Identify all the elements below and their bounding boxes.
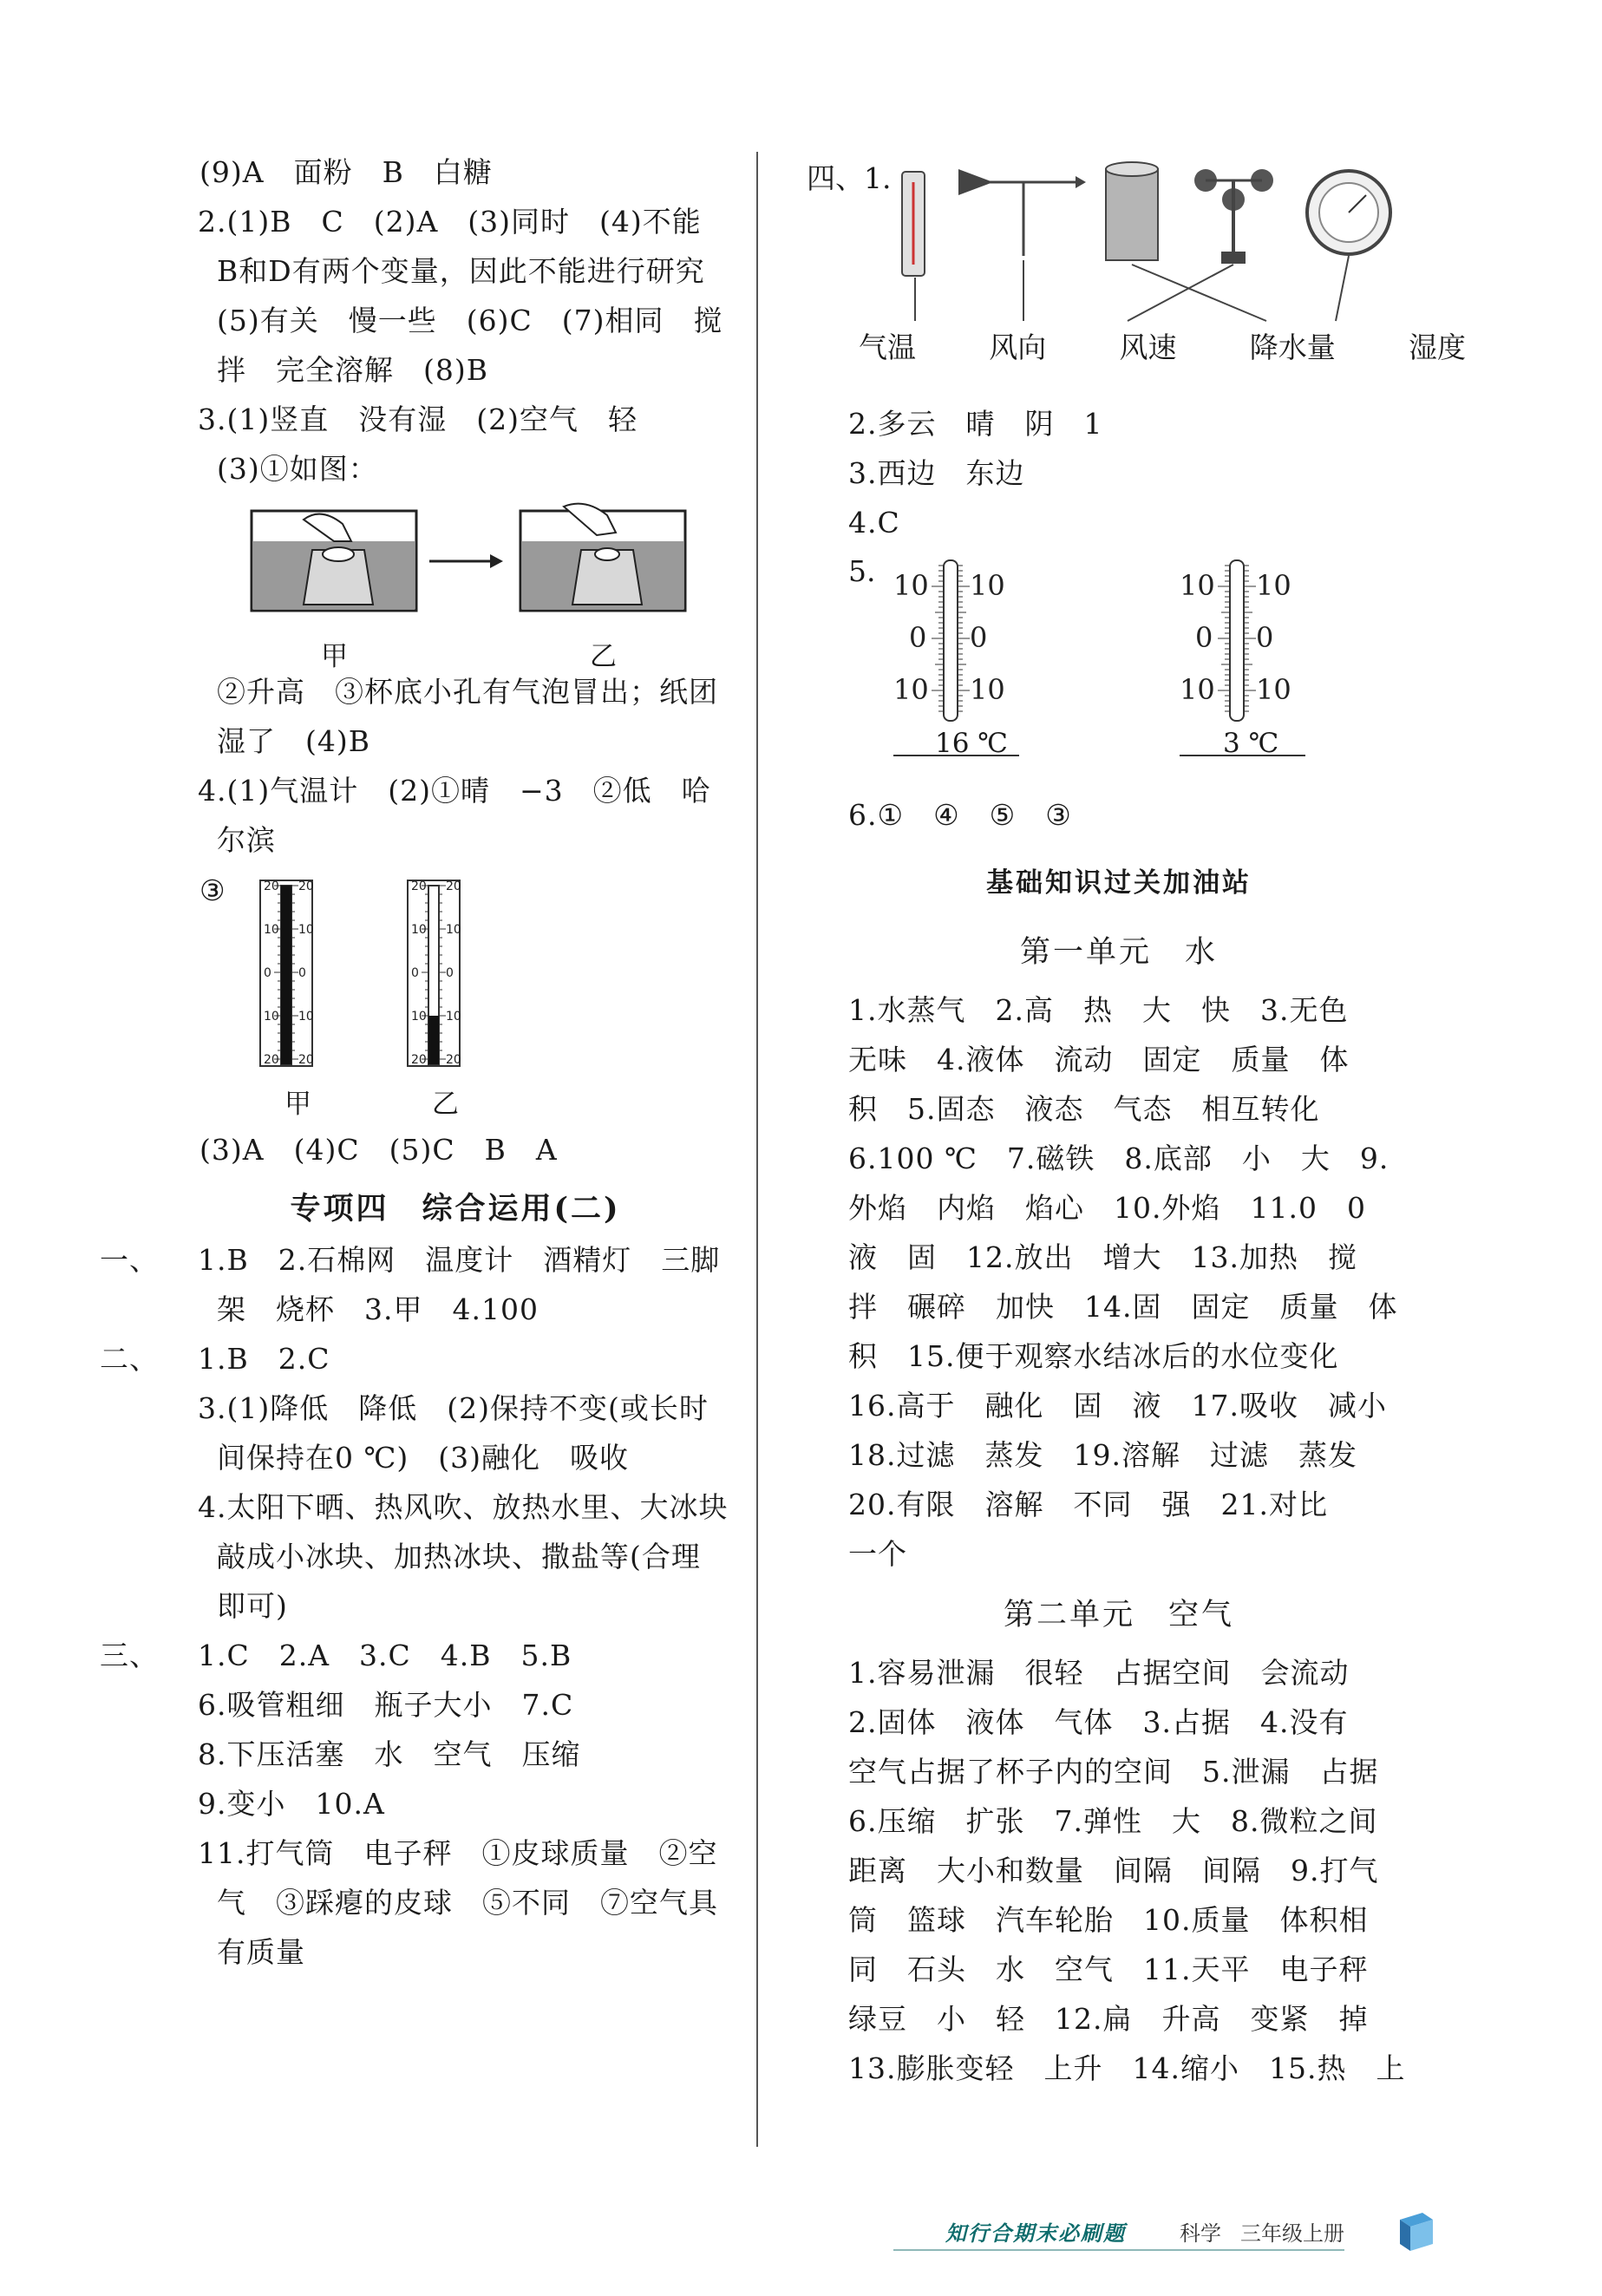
instrument-label: 风速 <box>1119 330 1177 364</box>
cup-experiment-diagram <box>243 502 694 632</box>
thermometer-tick-label: 10 <box>446 1010 461 1024</box>
footer-subject: 科学 <box>1180 2221 1221 2246</box>
answer-line: 三、 1.C 2.A 3.C 4.B 5.B <box>156 1631 755 1680</box>
thermometer-reading-figure <box>807 547 1431 790</box>
thermometer-tick-label: 0 <box>1195 621 1213 654</box>
thermometer-tick-label: 10 <box>970 673 1005 706</box>
figure-caption-yi: 乙 <box>590 641 617 672</box>
answer-line: (9)A 面粉 B 白糖 <box>199 155 493 189</box>
answer-line: 6.压缩 扩张 7.弹性 大 8.微粒之间 <box>848 1804 1378 1838</box>
thermometer-tick-label: 0 <box>970 621 988 654</box>
thermometer-tick-label: 20 <box>411 880 427 893</box>
thermometer-caption-yi: 乙 <box>432 1089 459 1120</box>
unit-heading: 第二单元 空气 <box>1003 1598 1234 1632</box>
answer-line: (3)A (4)C (5)C B A <box>199 1133 558 1167</box>
answer-line: 绿豆 小 轻 12.扁 升高 变紧 掉 <box>848 2002 1369 2036</box>
thermometer-tick-label: 0 <box>298 966 306 980</box>
thermometer-tick-label: 10 <box>298 923 314 937</box>
thermometer-liquid <box>428 1016 439 1064</box>
answer-line: (5)有关 慢一些 (6)C (7)相同 搅 <box>217 304 723 337</box>
section-marker: 三、 <box>100 1639 159 1672</box>
answer-line: 距离 大小和数量 间隔 间隔 9.打气 <box>848 1854 1379 1887</box>
instrument-label: 降水量 <box>1249 330 1336 364</box>
weather-instruments-diagram <box>807 147 1431 356</box>
thermometer-tick-label: 0 <box>446 966 454 980</box>
reading-value: 3 ℃ <box>1223 728 1279 759</box>
answer-line: 空气占据了杯子内的空间 5.泄漏 占据 <box>848 1755 1379 1789</box>
cup-experiment-figure <box>243 494 755 672</box>
answer-line: 积 5.固态 液态 气态 相互转化 <box>848 1092 1320 1126</box>
thermometer-tick-label: 0 <box>264 966 271 980</box>
thermometer-tube <box>1230 560 1244 721</box>
thermometer-liquid <box>281 886 291 1064</box>
book-icon <box>1396 2209 1436 2253</box>
thermometer-tick-label: 10 <box>1256 673 1291 706</box>
answer-line: 敲成小冰块、加热冰块、撒盐等(合理 <box>217 1540 701 1573</box>
thermometer-tick-label: 20 <box>264 880 279 893</box>
circled-three: ③ <box>199 873 226 907</box>
thermometer-tick-label: 10 <box>411 923 427 937</box>
section-heading: 专项四 综合运用(二) <box>290 1191 621 1226</box>
thermometer-tick-label: 10 <box>411 1010 427 1024</box>
answer-line: ②升高 ③杯底小孔有气泡冒出；纸团 <box>217 675 718 709</box>
answer-line: 20.有限 溶解 不同 强 21.对比 <box>848 1488 1328 1521</box>
footer-grade: 三年级上册 <box>1240 2221 1344 2246</box>
thermometer-tick-label: 10 <box>446 923 461 937</box>
answer-line: 6.100 ℃ 7.磁铁 8.底部 小 大 9. <box>848 1141 1389 1175</box>
answer-line: 筒 篮球 汽车轮胎 10.质量 体积相 <box>848 1903 1369 1937</box>
answer-line: 8.下压活塞 水 空气 压缩 <box>198 1737 581 1771</box>
thermometer-tube <box>944 560 958 721</box>
thermometer-pair <box>252 875 564 1083</box>
answer-line: 1.容易泄漏 很轻 占据空间 会流动 <box>848 1656 1350 1690</box>
figure-caption-jia: 甲 <box>321 641 348 672</box>
page-footer <box>893 2208 1440 2260</box>
answer-line: 无味 4.液体 流动 固定 质量 体 <box>848 1043 1350 1076</box>
section-heading: 基础知识过关加油站 <box>986 867 1252 899</box>
thermometer-tick-label: 10 <box>970 569 1005 602</box>
answer-line: 13.膨胀变轻 上升 14.缩小 15.热 上 <box>848 2051 1406 2085</box>
answer-line: 4.太阳下晒、热风吹、放热水里、大冰块 <box>198 1490 729 1524</box>
answer-line: B和D有两个变量，因此不能进行研究 <box>217 254 705 288</box>
section-marker: 四、1. <box>807 161 892 195</box>
thermometer-tick-label: 0 <box>909 621 927 654</box>
thermometer-tick-label: 20 <box>411 1053 427 1067</box>
answer-line: 4.(1)气温计 (2)①晴 −3 ②低 哈 <box>198 774 711 808</box>
answer-line: 9.变小 10.A <box>198 1787 385 1821</box>
thermometer-tick-label: 20 <box>298 880 314 893</box>
answer-line: 18.过滤 蒸发 19.溶解 过滤 蒸发 <box>848 1438 1357 1472</box>
question-number: 5. <box>848 554 876 588</box>
thermometer-tick-label: 20 <box>446 1053 461 1067</box>
left-column <box>100 147 755 1977</box>
answer-line: 尔滨 <box>217 823 276 857</box>
instrument-matching-figure <box>807 147 1466 399</box>
section-marker: 二、 <box>100 1342 159 1376</box>
thermometer-tick-label: 10 <box>1180 673 1215 706</box>
answer-line: 外焰 内焰 焰心 10.外焰 11.0 0 <box>848 1191 1366 1225</box>
answer-line: 3.(1)降低 降低 (2)保持不变(或长时 <box>198 1391 709 1425</box>
answer-line: 二、 1.B 2.C <box>156 1334 755 1383</box>
footer-brand: 知行合期末必刷题 <box>945 2221 1126 2246</box>
thermometer-caption-jia: 甲 <box>284 1089 311 1120</box>
answer-line: 2.多云 晴 阴 1 <box>848 407 1103 441</box>
thermometer-tick-label: 10 <box>893 569 929 602</box>
answer-line: 湿了 (4)B <box>217 724 370 758</box>
section-marker: 一、 <box>100 1243 159 1277</box>
answer-line: 即可) <box>217 1589 288 1623</box>
answer-line: 一、 1.B 2.石棉网 温度计 酒精灯 三脚 <box>156 1235 755 1285</box>
answer-line: 6.① ④ ⑤ ③ <box>848 798 1072 832</box>
thermometer-tick-label: 10 <box>1180 569 1215 602</box>
answer-line: 同 石头 水 空气 11.天平 电子秤 <box>848 1953 1369 1986</box>
answer-line: 拌 完全溶解 (8)B <box>217 353 488 387</box>
thermometer-tick-label: 10 <box>264 1010 279 1024</box>
reading-value: 16 ℃ <box>935 728 1008 759</box>
answer-line: 3.(1)竖直 没有湿 (2)空气 轻 <box>198 402 638 436</box>
thermometer-tick-label: 20 <box>298 1053 314 1067</box>
answer-line: 一个 <box>848 1537 907 1571</box>
answer-line: 2.(1)B C (2)A (3)同时 (4)不能 <box>198 205 702 239</box>
answer-line: 16.高于 融化 固 液 17.吸收 减小 <box>848 1389 1387 1423</box>
footer-rule <box>893 2249 1344 2251</box>
answer-line: 气 ③踩瘪的皮球 ⑤不同 ⑦空气具 <box>217 1886 718 1920</box>
answer-line: 4.C <box>848 506 900 540</box>
instrument-label: 风向 <box>989 330 1047 364</box>
answer-line: 架 烧杯 3.甲 4.100 <box>217 1292 539 1326</box>
answer-line: 拌 碾碎 加快 14.固 固定 质量 体 <box>848 1290 1398 1324</box>
thermometer-tick-label: 10 <box>264 923 279 937</box>
thermometer-tick-label: 0 <box>411 966 419 980</box>
answer-line: 2.固体 液体 气体 3.占据 4.没有 <box>848 1705 1349 1739</box>
answer-line: 液 固 12.放出 增大 13.加热 搅 <box>848 1240 1357 1274</box>
thermometer-tick-label: 20 <box>264 1053 279 1067</box>
column-divider <box>756 152 758 2147</box>
instrument-label: 湿度 <box>1409 330 1466 364</box>
thermometer-tick-label: 0 <box>1256 621 1274 654</box>
thermometer-tick-label: 10 <box>298 1010 314 1024</box>
instrument-labels <box>859 325 1466 366</box>
answer-line: 积 15.便于观察水结冰后的水位变化 <box>848 1339 1339 1373</box>
unit-heading: 第一单元 水 <box>1019 935 1218 970</box>
thermometer-tick-label: 20 <box>446 880 461 893</box>
answer-line: 11.打气筒 电子秤 ①皮球质量 ②空 <box>198 1836 718 1870</box>
thermometer-tick-label: 10 <box>893 673 929 706</box>
thermometer-tick-label: 10 <box>1256 569 1291 602</box>
instrument-label: 气温 <box>859 330 916 364</box>
thermometer-figure <box>156 865 755 1125</box>
answer-line: (3)①如图： <box>217 452 378 486</box>
right-column <box>807 147 1466 2093</box>
answer-line: 3.西边 东边 <box>848 456 1025 490</box>
answer-line: 有质量 <box>217 1935 305 1969</box>
answer-line: 1.水蒸气 2.高 热 大 快 3.无色 <box>848 993 1349 1027</box>
answer-line: 间保持在0 ℃) (3)融化 吸收 <box>217 1441 630 1475</box>
answer-line: 6.吸管粗细 瓶子大小 7.C <box>198 1688 574 1722</box>
